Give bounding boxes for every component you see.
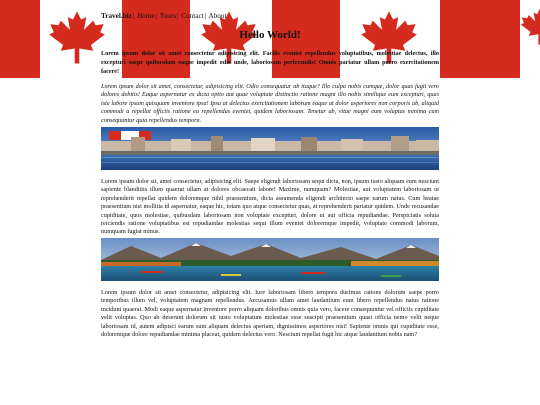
nav-separator: |	[204, 12, 207, 20]
top-nav	[101, 12, 226, 20]
nav-separator: |	[132, 12, 135, 20]
nav-link-tours[interactable]: Tours	[159, 12, 177, 20]
body-paragraph: Lorem ipsum dolor sit amet consectetur, adipisicing elit. Iure laboriosam libero tempora ducimus ratione dolorum saepe porro temporibus illum vel, voluptatem magnam repellendus. Accusamus ullam amet laudantium eum libero repellendus natus ratione incidunt quaerat. Modi eaque aspernatur inventore porro aliquam doloribus omnis quia vero, facere consequuntur vel officiis cupiditate velit voluptas. Quo ab deserunt dolorum sit iusto voluptatum molestiae esse suscipit praesentium quasi officia nemo velit neque laboriosam id, autem adipisci earum sunt aliquam delectus aperiam, dignissimos asperiores nisi! Sapiente omnis qui cupiditate esse, doloremque dolore repudiandae minima placeat, quidem delectus vero. Nesciunt repellat fugit hic atque laudantium nobis nam?	[101, 289, 439, 339]
nav-link-contact[interactable]: Contact	[181, 12, 204, 20]
italic-paragraph: Lorem ipsum dolor sit amet, consectetur, adipisicing elit. Odio consequatur ab itaque? Illo culpa nobis cumque, dolor quas fugit vero dolores debitis! Eaque aspernatur ex dicta optio aut quae voluptate distinctio ratione magni illo nobis similique eum excepturi, quas iste labore ipsam quisquam inventore ipsa! Ipsa at delectus exercitationem laborum eaque at dolor asperiores non corporis ab, aliquid commodi a repellat officiis ratione ea repellendus eveniet, quidem laboriosam. Tenetur ab, vitae magni eum voluptas minima cum consequuntur quia repellendus tempora.	[101, 83, 439, 124]
page-title: Hello World!	[239, 29, 301, 41]
intro-paragraph: Lorem ipsum dolor sit amet consectetur adipisicing elit. Facilis eveniet repellendus voluptatibus, molestiae delectus, illo excepturi saepe quibusdam eaque impedit odio unde, laboriosam perferendis! Omnis pariatur ullam porro exercitationem facere!	[101, 50, 439, 75]
nav-brand-link[interactable]: Travel.biz	[101, 12, 132, 20]
nav-link-about[interactable]: About	[208, 12, 227, 20]
mountain-lake-photo	[101, 238, 439, 281]
body-paragraph: Lorem ipsum dolor sit, amet consectetur, adipisicing elit. Saepe eligendi laboriosam sequi dicta, non, ipsum iusto aliquam eum nesciunt sapiente blanditiis illum quaerat ullam at dolores obcaecati labore! Maxime, numquam? Molestiae, aut voluptatem laboriosam ut reprehenderit repellat quidem doloremque nihil praesentium, dicta assumenda eligendi architecto saepe earum natus. Cum beatae praesentium nisi mollitia id aspernatur, eaque hic, totam quo atque consectetur quas, at reprehenderit pariatur quidem. Unde recusandae cupiditate, quos molestiae, quibusdam laboriosam non voluptate excepturi, dolore ut aut officia repudiandae. Perspiciatis soluta reiciendis ratione voluptatibus est repudiandae molestias sequi illum eveniet doloremque impedit, voluptate commodi laborum, numquam fugiat minus.	[101, 178, 439, 236]
nav-link-home[interactable]: Home	[137, 12, 155, 20]
nav-separator: |	[155, 12, 158, 20]
nav-separator: |	[177, 12, 179, 20]
city-skyline-photo	[101, 127, 439, 170]
